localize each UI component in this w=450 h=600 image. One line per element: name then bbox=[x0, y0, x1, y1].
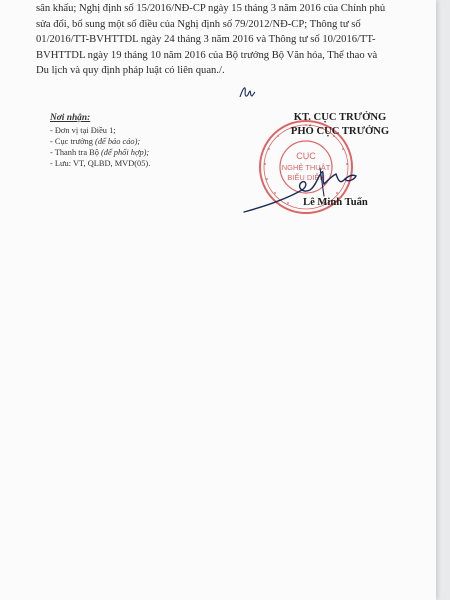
paraph-mark-icon bbox=[238, 85, 256, 99]
body-line: sửa đổi, bổ sung một số điều của Nghị định số 79/2012/NĐ-CP; Thông tư số bbox=[36, 18, 361, 30]
signer-block bbox=[262, 110, 418, 139]
recipient-text: - Đơn vị tại Điều 1; bbox=[50, 126, 116, 135]
recipient-item bbox=[50, 158, 150, 169]
body-paragraph bbox=[36, 1, 416, 79]
body-line: sân khấu; Nghị định số 15/2016/NĐ-CP ngày 15 tháng 3 năm 2016 của Chính phủ bbox=[36, 3, 386, 14]
seal-text-2: NGHỆ THUẬT bbox=[281, 163, 331, 172]
recipient-text: - Lưu: VT, QLBD, MVD(05). bbox=[50, 159, 151, 168]
recipients-header: Nơi nhận: bbox=[50, 113, 91, 123]
signer-title-1: KT. CỤC TRƯỞNG bbox=[293, 112, 387, 123]
recipient-text: - Thanh tra Bộ bbox=[50, 148, 102, 157]
signer-name: Lê Minh Tuấn bbox=[303, 197, 368, 208]
seal-text-1: CỤC bbox=[296, 151, 316, 161]
recipient-item bbox=[50, 125, 150, 136]
recipients-block bbox=[50, 113, 150, 169]
seal-text-3: BIỂU DIỄN bbox=[287, 173, 325, 182]
recipient-note: (để phối hợp); bbox=[101, 148, 150, 157]
body-line: BVHTTDL ngày 19 tháng 10 năm 2016 của Bộ trưởng Bộ Văn hóa, Thể thao và bbox=[36, 49, 378, 61]
recipient-text: - Cục trưởng bbox=[50, 137, 96, 146]
body-line: 01/2016/TT-BVHTTDL ngày 24 tháng 3 năm 2016 và Thông tư số 10/2016/TT- bbox=[36, 34, 376, 46]
signer-title-2: PHÓ CỤC TRƯỞNG bbox=[290, 126, 390, 137]
recipient-note: (để báo cáo); bbox=[95, 137, 141, 146]
recipient-item bbox=[50, 136, 150, 147]
body-line: Du lịch và quy định pháp luật có liên quan./. bbox=[36, 65, 225, 77]
handwritten-signature-icon bbox=[236, 150, 376, 220]
recipient-item bbox=[50, 147, 150, 158]
